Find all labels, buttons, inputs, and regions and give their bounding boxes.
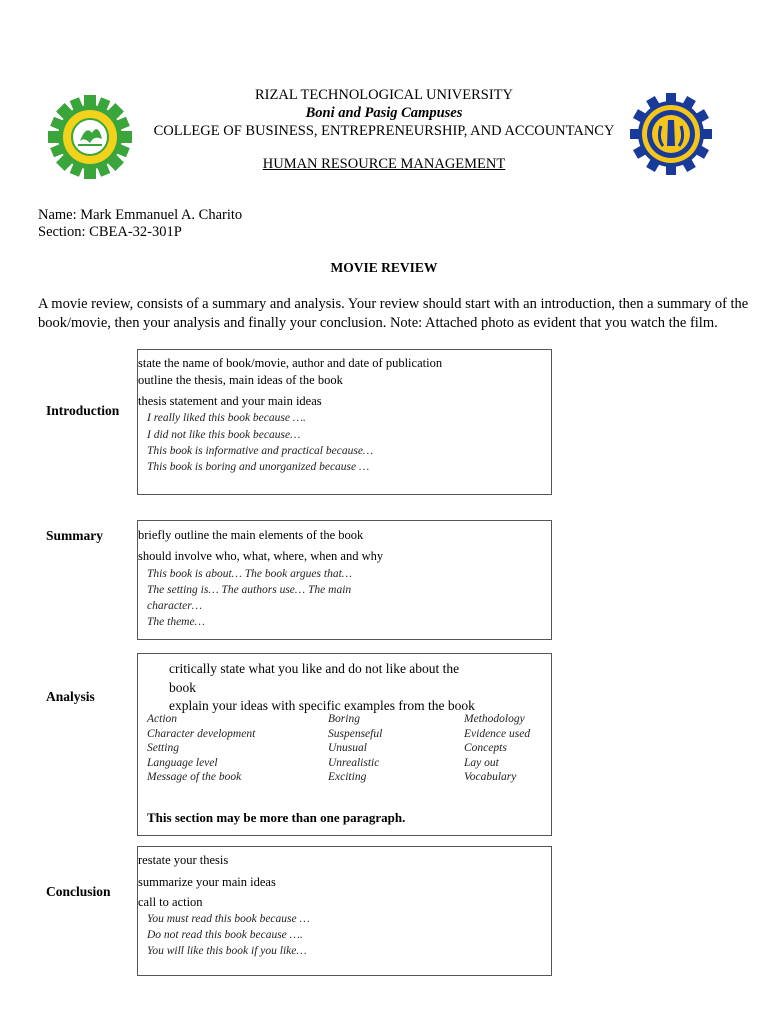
analysis-keyword: Suspenseful [328, 728, 383, 740]
summary-line: briefly outline the main elements of the book [138, 528, 364, 542]
summary-example: The setting is… The authors use… The main [147, 584, 352, 596]
summary-example: The theme… [147, 616, 205, 628]
analysis-line: explain your ideas with specific examples from the book [169, 698, 475, 713]
intro-line: outline the thesis, main ideas of the book [138, 373, 343, 387]
college-name: COLLEGE OF BUSINESS, ENTREPRENEURSHIP, AND ACCOUNTANCY [153, 123, 615, 139]
analysis-line: book [169, 680, 196, 695]
analysis-keyword: Vocabulary [464, 771, 517, 783]
analysis-keyword: Boring [328, 713, 360, 725]
summary-example: This book is about… The book argues that… [147, 568, 352, 580]
analysis-keyword: Evidence used [464, 728, 531, 740]
analysis-box [137, 653, 552, 836]
analysis-keyword: Message of the book [147, 771, 242, 783]
row-label-introduction: Introduction [46, 403, 120, 418]
intro-example: This book is informative and practical because… [147, 445, 374, 457]
campuses: Boni and Pasig Campuses [305, 105, 463, 121]
conclusion-line: summarize your main ideas [138, 875, 276, 889]
analysis-keyword: Character development [147, 728, 256, 740]
conclusion-box [137, 846, 552, 976]
conclusion-line: call to action [138, 895, 203, 909]
analysis-keyword: Unrealistic [328, 757, 380, 769]
analysis-keyword: Lay out [464, 757, 499, 769]
student-name: Name: Mark Emmanuel A. Charito [38, 207, 243, 223]
summary-example: character… [147, 600, 202, 612]
university-name: RIZAL TECHNOLOGICAL UNIVERSITY [254, 87, 514, 103]
analysis-line: critically state what you like and do not like about the [169, 661, 460, 676]
analysis-keyword: Concepts [464, 742, 507, 754]
analysis-keyword: Setting [147, 742, 179, 754]
intro-line: thesis statement and your main ideas [138, 394, 322, 408]
analysis-keyword: Action [147, 713, 178, 725]
conclusion-example: You will like this book if you like… [147, 945, 307, 957]
intro-example: I really liked this book because …. [147, 412, 306, 424]
conclusion-example: You must read this book because … [147, 913, 310, 925]
intro-example: This book is boring and unorganized because … [147, 461, 370, 473]
page-title: MOVIE REVIEW [330, 260, 438, 275]
row-label-summary: Summary [46, 528, 103, 543]
summary-box [137, 520, 552, 640]
analysis-keyword: Methodology [464, 713, 525, 725]
row-label-conclusion: Conclusion [46, 884, 111, 899]
intro-example: I did not like this book because… [147, 429, 301, 441]
analysis-keyword: Unusual [328, 742, 367, 754]
summary-line: should involve who, what, where, when and why [138, 549, 384, 563]
analysis-keyword: Exciting [328, 771, 367, 783]
introduction-box [137, 349, 552, 495]
intro-line: state the name of book/movie, author and date of publication [138, 356, 443, 370]
analysis-keyword: Language level [147, 757, 218, 769]
analysis-note: This section may be more than one paragraph. [147, 810, 406, 825]
conclusion-example: Do not read this book because …. [147, 929, 303, 941]
row-label-analysis: Analysis [46, 689, 95, 704]
conclusion-line: restate your thesis [138, 853, 229, 867]
instructions: A movie review, consists of a summary and analysis. Your review should start with an introduction, then a summary of the book/movie, then your analysis and finally your conclusion. Note: Attached photo as evident that you watch the film. [38, 296, 749, 331]
student-section: Section: CBEA-32-301P [38, 224, 182, 240]
program-name: HUMAN RESOURCE MANAGEMENT [262, 156, 506, 172]
